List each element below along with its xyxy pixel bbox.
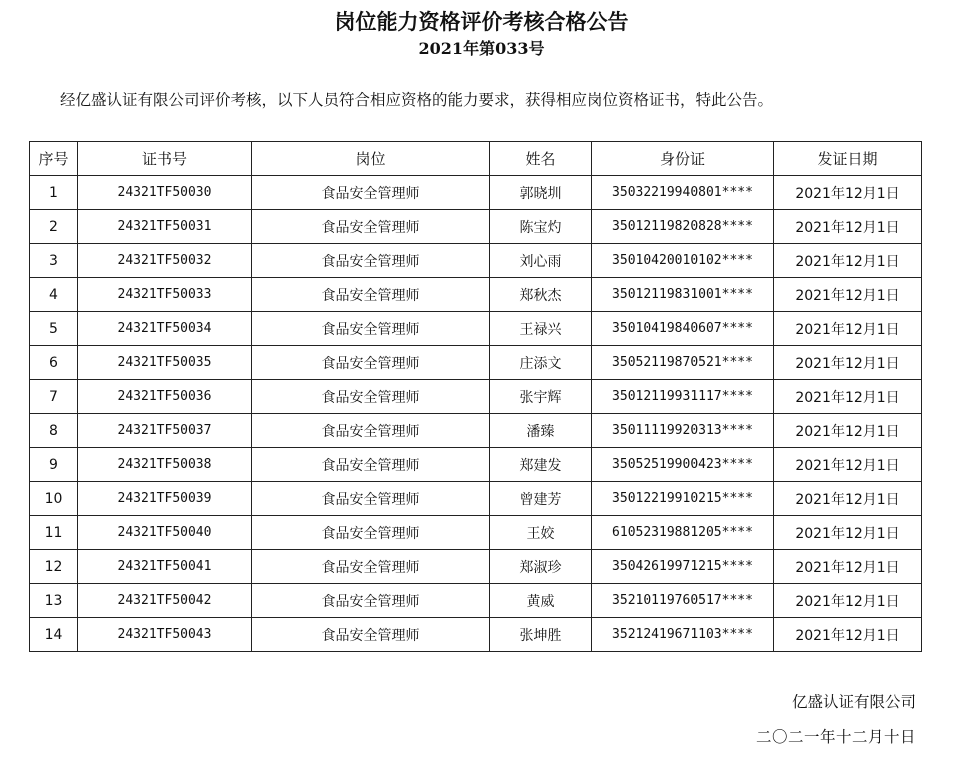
cell-name: 刘心雨 [490,244,592,278]
cell-issue-date: 2021年12月1日 [774,584,922,618]
announcement-number: 2021年第033号 [418,39,545,58]
table-header-row [30,142,922,176]
cell-id-number: 35032219940801**** [592,176,774,210]
table-row [30,550,922,584]
cell-seq: 14 [30,618,78,652]
cell-cert-no: 24321TF50041 [78,550,252,584]
cell-position: 食品安全管理师 [252,584,490,618]
cell-cert-no: 24321TF50031 [78,210,252,244]
table-row [30,414,922,448]
table-row [30,244,922,278]
cell-issue-date: 2021年12月1日 [774,482,922,516]
cell-position: 食品安全管理师 [252,618,490,652]
header-issue-date: 发证日期 [774,142,922,176]
cell-issue-date: 2021年12月1日 [774,550,922,584]
cell-cert-no: 24321TF50040 [78,516,252,550]
cell-cert-no: 24321TF50035 [78,346,252,380]
cell-issue-date: 2021年12月1日 [774,244,922,278]
cell-cert-no: 24321TF50034 [78,312,252,346]
header-position: 岗位 [252,142,490,176]
cell-position: 食品安全管理师 [252,278,490,312]
cell-seq: 7 [30,380,78,414]
cell-position: 食品安全管理师 [252,312,490,346]
header-name: 姓名 [490,142,592,176]
cell-issue-date: 2021年12月1日 [774,618,922,652]
table-row [30,210,922,244]
cell-cert-no: 24321TF50033 [78,278,252,312]
page-title: 岗位能力资格评价考核合格公告 [334,9,629,34]
cell-cert-no: 24321TF50030 [78,176,252,210]
cell-name: 王姣 [490,516,592,550]
cell-seq: 1 [30,176,78,210]
cell-cert-no: 24321TF50042 [78,584,252,618]
cell-cert-no: 24321TF50032 [78,244,252,278]
cell-id-number: 35012219910215**** [592,482,774,516]
cell-name: 潘臻 [490,414,592,448]
cell-position: 食品安全管理师 [252,380,490,414]
issuer-name: 亿盛认证有限公司 [791,693,916,711]
cell-name: 黄威 [490,584,592,618]
qualified-personnel-table [29,141,922,652]
cell-cert-no: 24321TF50043 [78,618,252,652]
cell-position: 食品安全管理师 [252,346,490,380]
table-row [30,380,922,414]
table-row [30,346,922,380]
cell-issue-date: 2021年12月1日 [774,312,922,346]
cell-cert-no: 24321TF50037 [78,414,252,448]
table-row [30,516,922,550]
cell-name: 王禄兴 [490,312,592,346]
cell-name: 陈宝灼 [490,210,592,244]
cell-issue-date: 2021年12月1日 [774,176,922,210]
cell-name: 郑秋杰 [490,278,592,312]
cell-name: 庄添文 [490,346,592,380]
cell-id-number: 35212419671103**** [592,618,774,652]
cell-name: 张宇辉 [490,380,592,414]
table-row [30,482,922,516]
cell-issue-date: 2021年12月1日 [774,278,922,312]
cell-seq: 10 [30,482,78,516]
cell-seq: 12 [30,550,78,584]
cell-id-number: 35012119831001**** [592,278,774,312]
cell-id-number: 35042619971215**** [592,550,774,584]
header-id-number: 身份证 [592,142,774,176]
header-seq: 序号 [30,142,78,176]
table-row [30,312,922,346]
cell-name: 郑淑珍 [490,550,592,584]
cell-id-number: 35052519900423**** [592,448,774,482]
table-row [30,584,922,618]
cell-id-number: 35011119920313**** [592,414,774,448]
table-body [30,176,922,652]
cell-cert-no: 24321TF50036 [78,380,252,414]
cell-position: 食品安全管理师 [252,414,490,448]
cell-id-number: 35210119760517**** [592,584,774,618]
cell-issue-date: 2021年12月1日 [774,516,922,550]
cell-seq: 2 [30,210,78,244]
cell-name: 张坤胜 [490,618,592,652]
cell-seq: 11 [30,516,78,550]
cell-seq: 5 [30,312,78,346]
cell-id-number: 35012119931117**** [592,380,774,414]
issue-date: 二〇二一年十二月十日 [755,728,916,746]
cell-id-number: 35052119870521**** [592,346,774,380]
cell-position: 食品安全管理师 [252,482,490,516]
cell-id-number: 35012119820828**** [592,210,774,244]
cell-seq: 4 [30,278,78,312]
cell-seq: 3 [30,244,78,278]
cell-name: 曾建芳 [490,482,592,516]
cell-seq: 13 [30,584,78,618]
cell-position: 食品安全管理师 [252,244,490,278]
cell-position: 食品安全管理师 [252,176,490,210]
cell-cert-no: 24321TF50039 [78,482,252,516]
cell-name: 郑建发 [490,448,592,482]
cell-id-number: 35010419840607**** [592,312,774,346]
cell-id-number: 35010420010102**** [592,244,774,278]
table-row [30,618,922,652]
cell-issue-date: 2021年12月1日 [774,448,922,482]
cell-cert-no: 24321TF50038 [78,448,252,482]
cell-issue-date: 2021年12月1日 [774,414,922,448]
cell-seq: 8 [30,414,78,448]
cell-seq: 6 [30,346,78,380]
intro-paragraph: 经亿盛认证有限公司评价考核，以下人员符合相应资格的能力要求，获得相应岗位资格证书，特此公告。 [60,91,774,109]
header-cert-no: 证书号 [78,142,252,176]
cell-id-number: 61052319881205**** [592,516,774,550]
cell-issue-date: 2021年12月1日 [774,380,922,414]
table-row [30,176,922,210]
table-row [30,278,922,312]
cell-position: 食品安全管理师 [252,550,490,584]
cell-position: 食品安全管理师 [252,516,490,550]
table-row [30,448,922,482]
cell-issue-date: 2021年12月1日 [774,346,922,380]
cell-seq: 9 [30,448,78,482]
cell-issue-date: 2021年12月1日 [774,210,922,244]
cell-position: 食品安全管理师 [252,210,490,244]
cell-name: 郭晓圳 [490,176,592,210]
cell-position: 食品安全管理师 [252,448,490,482]
